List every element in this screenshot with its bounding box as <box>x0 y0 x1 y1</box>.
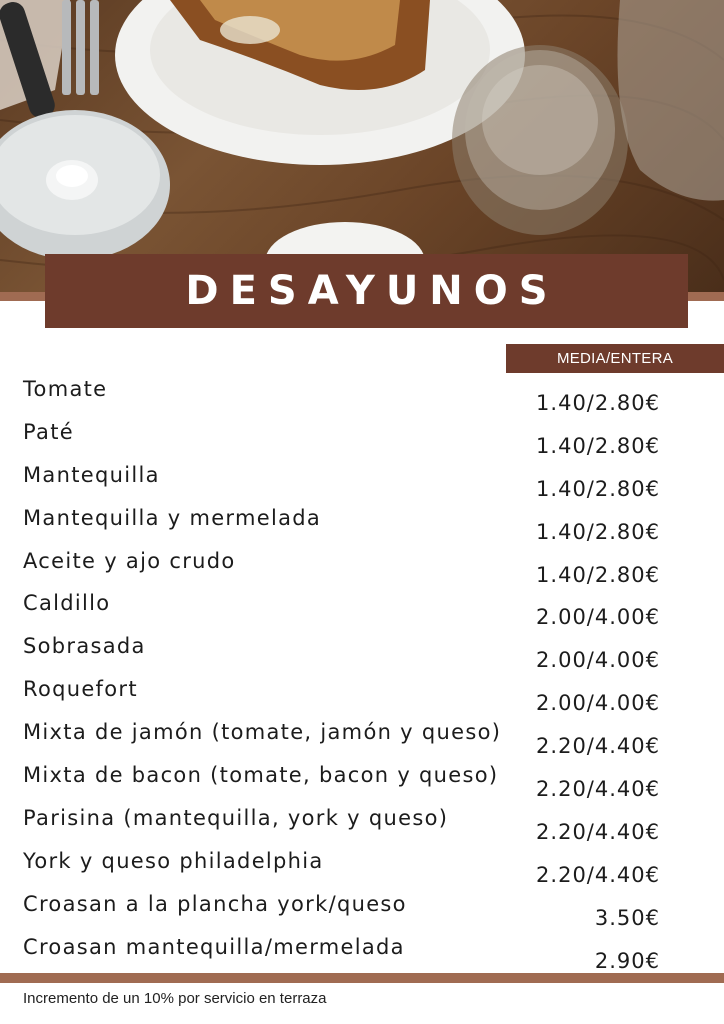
menu-item-price: 2.00/4.00€ <box>536 605 660 630</box>
menu-item-name: Aceite y ajo crudo <box>23 548 236 573</box>
menu-item-name: Paté <box>23 419 74 444</box>
menu-item <box>0 673 724 716</box>
menu-item-price: 2.90€ <box>594 948 660 973</box>
menu-item-name: Croasan a la plancha york/queso <box>23 891 407 916</box>
menu-item <box>0 459 724 502</box>
menu-item-name: Mixta de jamón (tomate, jamón y queso) <box>23 720 502 745</box>
menu-item-price: 3.50€ <box>594 905 660 930</box>
menu-item-price: 2.20/4.40€ <box>536 777 660 802</box>
bottom-divider <box>0 973 724 983</box>
menu-item-name: Tomate <box>23 377 108 401</box>
menu-item-name: Parisina (mantequilla, york y queso) <box>23 805 449 830</box>
menu-item <box>0 587 724 630</box>
menu-item <box>0 373 724 416</box>
menu-item <box>0 716 724 759</box>
menu-item-name: Croasan mantequilla/mermelada <box>23 934 405 959</box>
menu-list <box>0 373 724 973</box>
menu-item <box>0 545 724 588</box>
menu-item-price: 2.00/4.00€ <box>536 648 660 673</box>
menu-item-name: Mantequilla <box>23 462 160 487</box>
menu-item-price: 1.40/2.80€ <box>536 476 660 501</box>
hero-photo <box>0 0 724 292</box>
menu-item-name: Mixta de bacon (tomate, bacon y queso) <box>23 763 499 788</box>
menu-item <box>0 802 724 845</box>
menu-item-name: Sobrasada <box>23 634 146 659</box>
footer-note: Incremento de un 10% por servicio en terraza <box>23 990 327 1007</box>
menu-item-name: Caldillo <box>23 591 111 616</box>
menu-item <box>0 502 724 545</box>
menu-item-price: 2.20/4.40€ <box>536 734 660 759</box>
menu-item-price: 1.40/2.80€ <box>536 562 660 587</box>
menu-item-price: 1.40/2.80€ <box>536 433 660 458</box>
price-column-header: MEDIA/ENTERA <box>506 344 724 373</box>
menu-item-price: 2.20/4.40€ <box>536 862 660 887</box>
menu-item <box>0 630 724 673</box>
menu-item <box>0 888 724 931</box>
menu-item-price: 1.40/2.80€ <box>536 391 660 415</box>
menu-item <box>0 759 724 802</box>
menu-item <box>0 416 724 459</box>
title-banner <box>45 254 688 328</box>
menu-item-name: Roquefort <box>23 677 138 702</box>
menu-item-price: 2.00/4.00€ <box>536 691 660 716</box>
menu-item-name: Mantequilla y mermelada <box>23 505 322 530</box>
menu-item <box>0 845 724 888</box>
page-title: DESAYUNOS <box>185 268 559 314</box>
menu-item-price: 1.40/2.80€ <box>536 519 660 544</box>
menu-item-price: 2.20/4.40€ <box>536 819 660 844</box>
menu-item-name: York y queso philadelphia <box>23 848 324 873</box>
menu-item <box>0 931 724 974</box>
